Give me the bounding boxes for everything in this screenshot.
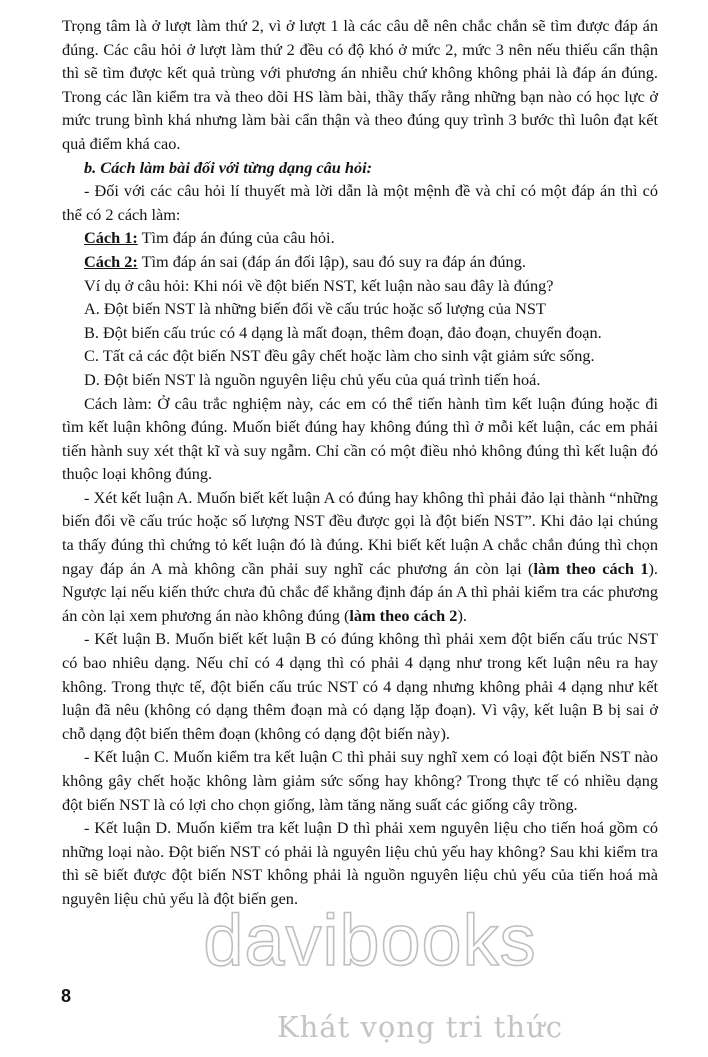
conclusion-a-text-2: ). Ngược lại nếu kiến thức chưa đủ chắc để khẳng định đáp án A thì phải kiểm tra các phương án còn lại xem phương án nào không đúng ( [62,558,658,625]
solution-approach: Cách làm: Ở câu trắc nghiệm này, các em có thể tiến hành tìm kết luận đúng hoặc đi tìm kết luận không đúng. Muốn biết đúng hay không đúng thì ở mỗi kết luận, các em phải tiến hành suy xét thật kĩ và suy ngẫm. Chỉ cần có một điều nhỏ không đúng thì kết luận đó thuộc loại không đúng. [62,393,658,484]
conclusion-a-method-2: làm theo cách 2 [349,605,458,625]
section-heading: b. Cách làm bài đối với từng dạng câu hỏi: [84,157,373,177]
page-number: 8 [61,986,72,1006]
conclusion-a-text-3: ). [457,605,467,625]
option-a: A. Đột biến NST là những biến đổi về cấu trúc hoặc số lượng của NST [84,299,546,319]
conclusion-c: - Kết luận C. Muốn kiểm tra kết luận C thì phải suy nghĩ xem có loại đột biến NST nào không gây chết hoặc không làm giảm sức sống hay không? Trong thực tế có nhiều dạng đột biến NST là có lợi cho chọn giống, làm tăng năng suất các giống cây trồng. [62,747,658,814]
option-d: D. Đột biến NST là nguồn nguyên liệu chủ yếu của quá trình tiến hoá. [84,369,541,389]
conclusion-a-method-1: làm theo cách 1 [533,558,649,578]
conclusion-a-text-1: - Xét kết luận A. Muốn biết kết luận A có đúng hay không thì phải đảo lại thành “những biến đổi về cấu trúc hoặc số lượng NST đều được gọi là đột biến NST”. Khi đảo lại chúng ta thấy đúng thì chứng tỏ kết luận đó là đúng. Khi biết kết luận A chắc chắn đúng thì chọn ngay đáp án A mà không cần phải suy nghĩ các phương án còn lại ( [62,487,658,578]
example-question: Ví dụ ở câu hỏi: Khi nói về đột biến NST, kết luận nào sau đây là đúng? [84,275,554,295]
conclusion-d: - Kết luận D. Muốn kiểm tra kết luận D thì phải xem nguyên liệu cho tiến hoá gồm có những loại nào. Đột biến NST có phải là nguyên liệu chủ yếu hay không? Sau khi kiểm tra thì sẽ biết được đột biến NST không phải là nguồn nguyên liệu chủ yếu của tiến hoá mà nguyên liệu chủ yếu là đột biến gen. [62,818,658,908]
page-body [62,14,658,911]
option-c: C. Tất cả các đột biến NST đều gây chết hoặc làm cho sinh vật giảm sức sống. [84,346,595,366]
method-1-text: Tìm đáp án đúng của câu hỏi. [137,228,335,248]
conclusion-b: - Kết luận B. Muốn biết kết luận B có đúng không thì phải xem đột biến cấu trúc NST có bao nhiêu dạng. Nếu chỉ có 4 dạng thì có phải 4 dạng như trong kết luận nêu ra hay không. Trong thực tế, đột biến cấu trúc NST có 4 dạng nhưng không phải 4 dạng như kết luận đã nêu (không có dạng thêm đoạn mà có dạng lặp đoạn). Vì vậy, kết luận B bị sai ở chỗ dạng đột biến thêm đoạn (không có dạng đột biến này). [62,629,658,743]
intro-paragraph: Trọng tâm là ở lượt làm thứ 2, vì ở lượt 1 là các câu dễ nên chắc chắn sẽ tìm được đáp án đúng. Các câu hỏi ở lượt làm thứ 2 đều có độ khó ở mức 2, mức 3 nên nếu thiếu cẩn thận thì sẽ tìm được kết quả trùng với phương án nhiễu chứ không không phải là đáp án đúng. Trong các lần kiểm tra và theo dõi HS làm bài, thầy thấy rằng những bạn nào có học lực ở mức trung bình khá nhưng làm bài cẩn thận và theo đúng quy trình 3 bước thì luôn đạt kết quả điểm khá cao. [62,16,658,153]
option-b: B. Đột biến cấu trúc có 4 dạng là mất đoạn, thêm đoạn, đảo đoạn, chuyển đoạn. [84,322,602,342]
method-intro: - Đối với các câu hỏi lí thuyết mà lời dẫn là một mệnh đề và chỉ có một đáp án thì có thể có 2 cách làm: [62,181,658,224]
method-2-text: Tìm đáp án sai (đáp án đối lập), sau đó suy ra đáp án đúng. [137,251,526,271]
method-1 [62,226,658,250]
method-2 [62,250,658,274]
watermark-logo: davibooks [203,901,537,981]
conclusion-a [62,486,658,628]
watermark-tagline: Khát vọng tri thức [276,1010,564,1044]
method-2-label: Cách 2: [84,251,138,271]
method-1-label: Cách 1: [84,228,138,248]
